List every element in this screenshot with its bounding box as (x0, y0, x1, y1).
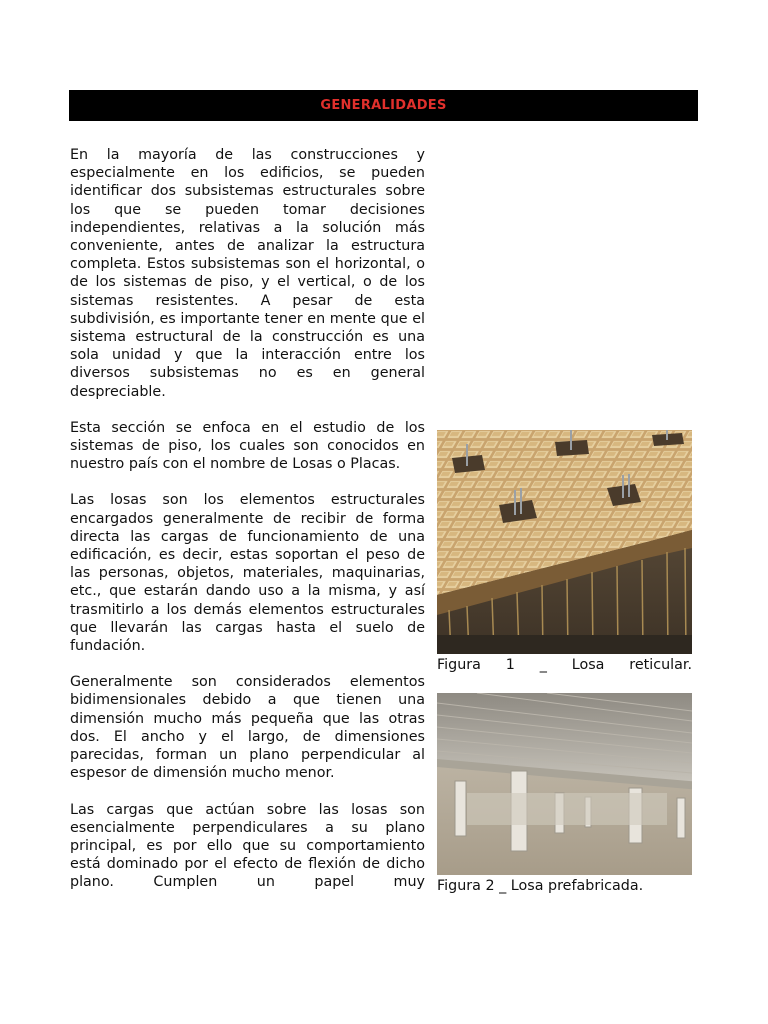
body-text-column (70, 146, 425, 892)
paragraph: Las cargas que actúan sobre las losas son esencialmente perpendiculares a su plano principal, es por ello que su comportamiento está dominado por el efecto de flexión de dicho plano. Cumplen un papel muy (70, 801, 425, 891)
paragraph: Generalmente son considerados elementos bidimensionales debido a que tienen una dimensión mucho más pequeña que las otras dos. El ancho y el largo, de dimensiones parecidas, forman un plano perpendicular al espesor de dimensión mucho menor. (70, 674, 425, 782)
paragraph: Las losas son los elementos estructurales encargados generalmente de recibir de forma directa las cargas de funcionamiento de una edificación, es decir, estas soportan el peso de las personas, objetos, materiales, maquinarias, etc., que estarán dando uso a la misma, y así trasmitirlo a los demás elementos estructurales que llevarán las cargas hasta el suelo de fundación. (70, 492, 425, 655)
figure-1 (437, 430, 692, 674)
precast-slab-photo (437, 693, 692, 875)
figure-caption: Figura 2 _ Losa prefabricada. (437, 878, 644, 894)
section-header-bar (69, 90, 698, 121)
section-title: GENERALIDADES (320, 98, 447, 113)
figure-caption: Figura 1 _ Losa reticular. (437, 657, 692, 673)
figure-2 (437, 693, 692, 895)
waffle-slab-photo (437, 430, 692, 654)
paragraph: Esta sección se enfoca en el estudio de los sistemas de piso, los cuales son conocidos en nuestro país con el nombre de Losas o Placas. (70, 419, 425, 473)
paragraph: En la mayoría de las construcciones y especialmente en los edificios, se pueden identificar dos subsistemas estructurales sobre los que se pueden tomar decisiones independientes, relativas a la solución más conveniente, antes de analizar la estructura completa. Estos subsistemas son el horizontal, o de los sistemas de piso, y el vertical, o de los sistemas resistentes. A pesar de esta subdivisión, es importante tener en mente que el sistema estructural de la construcción es una sola unidad y que la interacción entre los diversos subsistemas no es en general despreciable. (70, 147, 425, 400)
